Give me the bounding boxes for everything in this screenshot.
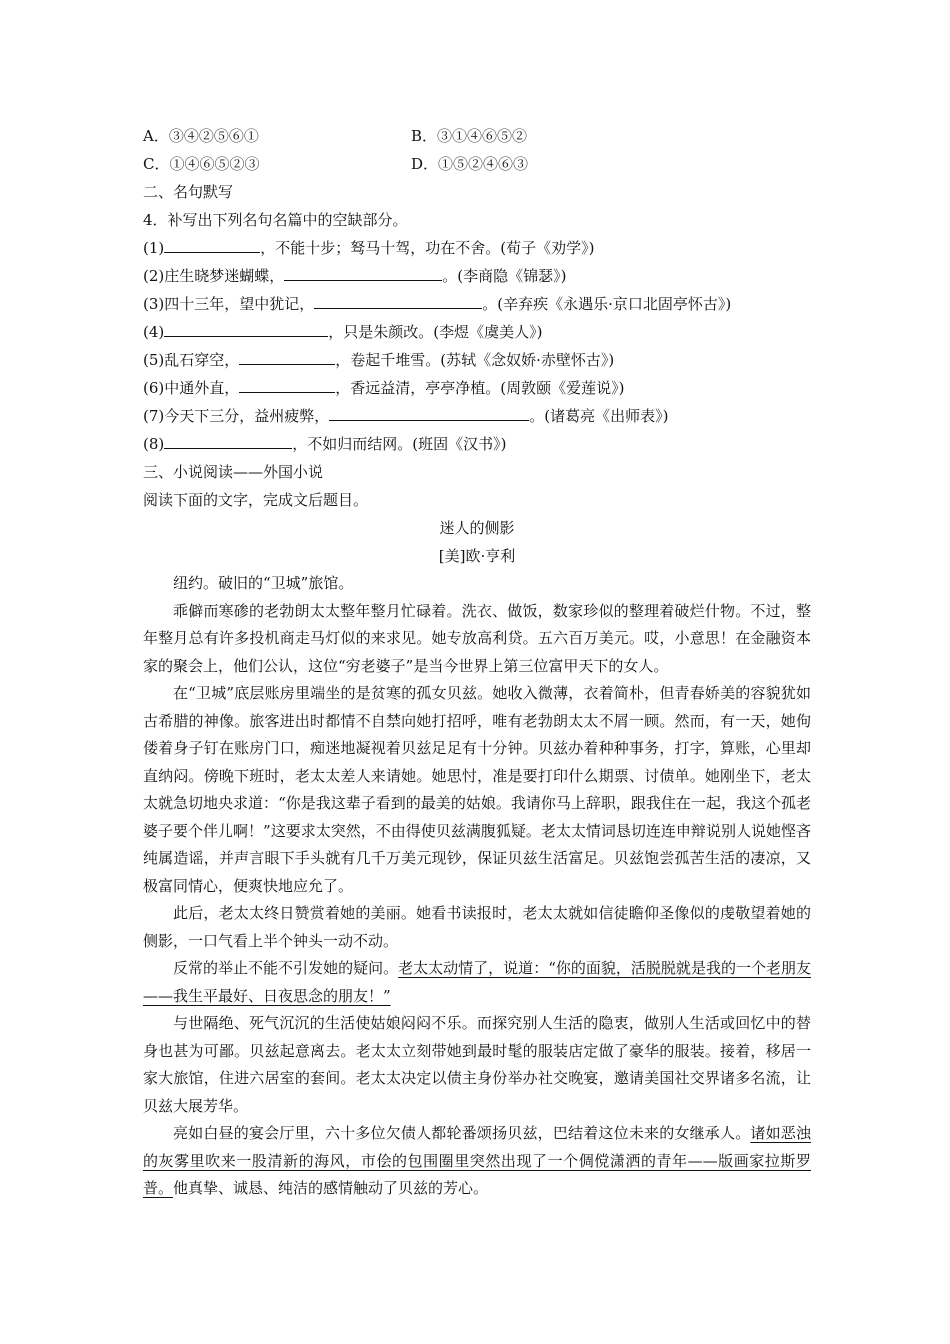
story-title: 迷人的侧影 [439,519,515,537]
fill-item-5 [143,346,811,374]
answer-blank[interactable] [164,434,292,449]
fill-item-3 [143,290,811,318]
item-text: 四十三年，望中犹记， [164,295,315,313]
item-text: 乱石穿空， [164,351,240,369]
underlined-sentence: 老太太动情了，说道：“你的面貌，活脱脱就是我的一个老朋友——我生平最好、日夜思念的朋友！” [143,959,811,1005]
fill-item-8 [143,430,811,458]
section-heading: 三、小说阅读——外国小说 [143,463,324,481]
item-number: (6) [143,379,165,397]
item-text: ，卷起千堆雪。(苏轼《念奴娇·赤壁怀古》) [335,351,615,369]
story-paragraph [143,955,811,1010]
option-d: D．①⑤②④⑥③ [411,155,529,173]
fill-item-2 [143,262,811,290]
story-paragraph [143,1120,811,1203]
item-text: ，香远益清，亭亭净植。(周敦颐《爱莲说》) [335,379,625,397]
answer-blank[interactable] [164,238,260,253]
option-c: C．①④⑥⑤②③ [143,155,260,173]
paragraph-text: 亮如白昼的宴会厅里，六十多位欠债人都轮番颂扬贝兹，巴结着这位未来的女继承人。 [173,1124,751,1142]
item-text: ，只是朱颜改。(李煜《虞美人》) [328,323,543,341]
item-text: 中通外直， [164,379,240,397]
item-number: (5) [143,351,165,369]
document-page [143,122,811,1203]
section-heading: 二、名句默写 [143,183,234,201]
answer-blank[interactable] [164,322,328,337]
item-text: 庄生晓梦迷蝴蝶， [164,267,285,285]
answer-blank[interactable] [314,294,482,309]
story-paragraph: 纽约。破旧的“卫城”旅馆。 [173,574,354,592]
options-row-2 [143,150,811,178]
item-number: (2) [143,267,165,285]
item-number: (4) [143,323,165,341]
item-text: ，不能十步；驽马十驾，功在不舍。(荀子《劝学》) [260,239,595,257]
item-number: (8) [143,435,165,453]
item-text: 今天下三分，益州疲弊， [164,407,330,425]
item-number: (1) [143,239,165,257]
story-author: [美]欧·亨利 [438,547,516,565]
item-number: (7) [143,407,165,425]
option-a: A．③④②⑤⑥① [143,127,259,145]
question-text: 4．补写出下列名句名篇中的空缺部分。 [143,211,408,229]
paragraph-text: 反常的举止不能不引发她的疑问。 [173,959,399,977]
item-text: 。(诸葛亮《出师表》) [529,407,669,425]
fill-item-1 [143,234,811,262]
story-paragraph: 此后，老太太终日赞赏着她的美丽。她看书读报时，老太太就如信徒瞻仰圣像似的虔敬望着她的侧影，一口气看上半个钟头一动不动。 [143,904,811,950]
answer-blank[interactable] [239,350,335,365]
story-paragraph: 乖僻而寒碜的老勃朗太太整年整月忙碌着。洗衣、做饭，数家珍似的整理着破烂什物。不过，整年整月总有许多投机商走马灯似的来求见。她专放高利贷。五六百万美元。哎，小意思！在金融资本家的聚会上，他们公认，这位“穷老婆子”是当今世界上第三位富甲天下的女人。 [143,601,811,675]
options-row-1 [143,122,811,150]
paragraph-text: 他真挚、诚恳、纯洁的感情触动了贝兹的芳心。 [173,1179,489,1197]
answer-blank[interactable] [284,266,442,281]
fill-item-4 [143,318,811,346]
answer-blank[interactable] [329,406,529,421]
option-b: B．③①④⑥⑤② [411,127,528,145]
answer-blank[interactable] [239,378,335,393]
fill-item-7 [143,402,811,430]
item-text: 。(李商隐《锦瑟》) [442,267,567,285]
item-text: 。(辛弃疾《永遇乐·京口北固亭怀古》) [482,295,732,313]
story-paragraph: 在“卫城”底层账房里端坐的是贫寒的孤女贝兹。她收入微薄，衣着简朴，但青春娇美的容貌犹如古希腊的神像。旅客进出时都情不自禁向她打招呼，唯有老勃朗太太不屑一顾。然而，有一天，她佝偻着身子钉在账房门口，痴迷地凝视着贝兹足足有十分钟。贝兹办着种种事务，打字，算账，心里却直纳闷。傍晚下班时，老太太差人来请她。她思忖，准是要打印什么期票、讨债单。她刚坐下，老太太就急切地央求道：“你是我这辈子看到的最美的姑娘。我请你马上辞职，跟我住在一起，我这个孤老婆子要个伴儿啊！”这要求太突然，不由得使贝兹满腹狐疑。老太太情词恳切连连申辩说别人说她悭吝纯属造谣，并声言眼下手头就有几千万美元现钞，保证贝兹生活富足。贝兹饱尝孤苦生活的凄凉，又极富同情心，便爽快地应允了。 [143,684,811,895]
fill-item-6 [143,374,811,402]
story-paragraph: 与世隔绝、死气沉沉的生活使姑娘闷闷不乐。而探究别人生活的隐衷，做别人生活或回忆中的替身也甚为可鄙。贝兹起意离去。老太太立刻带她到最时髦的服装店定做了豪华的服装。接着，移居一家大旅馆，住进六居室的套间。老太太决定以债主身份举办社交晚宴，邀请美国社交界诸多名流，让贝兹大展芳华。 [143,1014,811,1115]
item-number: (3) [143,295,165,313]
underlined-sentence: 诸如恶浊的灰雾里吹来一股清新的海风，市侩的包围圈里突然出现了一个倜傥潇洒的青年——版画家拉斯罗普。 [143,1124,811,1197]
reading-instruction: 阅读下面的文字，完成文后题目。 [143,491,369,509]
item-text: ，不如归而结网。(班固《汉书》) [292,435,507,453]
